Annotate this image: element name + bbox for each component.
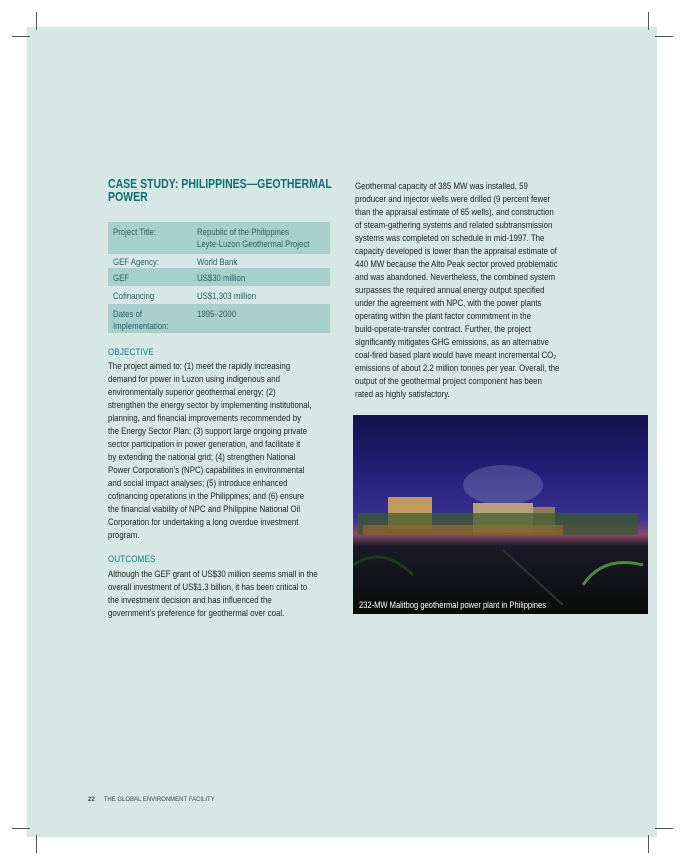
text-line: demand for power in Luzon using indigenous and (108, 373, 281, 384)
text-line: and was abandoned. Nevertheless, the combined system (355, 271, 556, 282)
text-line: program. (108, 529, 140, 540)
power-plant-photo (353, 415, 648, 614)
page-footer (88, 797, 215, 803)
text-line: capacity developed is lower than the appraisal estimate of (355, 245, 557, 256)
table-row (108, 304, 330, 333)
outcomes-heading: OUTCOMES (108, 554, 156, 565)
crop-mark (12, 828, 30, 829)
table-row (108, 254, 330, 268)
table-row (108, 222, 330, 254)
crop-mark (648, 835, 649, 853)
row-label: GEF (113, 273, 130, 283)
text-line: planning, and financial improvements recommended by (108, 412, 302, 423)
text-line: cofinancing operations in the Philippines; and (6) ensure (108, 490, 305, 501)
crop-mark (648, 12, 649, 30)
text-line: under the agreement with NPC, with the power plants (355, 297, 542, 308)
text-line: build-operate-transfer contract. Further, the project (355, 323, 531, 334)
text-line: coal-fired based plant would have meant incremental CO₂ (355, 349, 557, 360)
outcomes-text (108, 567, 318, 619)
row-value: US$1,303 million (197, 291, 257, 301)
crop-mark (36, 835, 37, 853)
text-line: of steam-gathering systems and related subtransmission (355, 219, 553, 230)
text-line: systems was completed on schedule in mid-1997. The (355, 232, 545, 243)
table-row (108, 268, 330, 286)
text-line: Although the GEF grant of US$30 million seems small in the (108, 568, 318, 579)
row-label: GEF Agency: (113, 257, 160, 267)
objective-heading: OBJECTIVE (108, 347, 154, 358)
text-line: environmentally superior geothermal energy; (2) (108, 386, 276, 397)
photo-caption: 232-MW Malitbog geothermal power plant in Philippines (359, 600, 547, 610)
text-line: surpasses the required annual energy output specified (355, 284, 545, 295)
text-line: strengthen the energy sector by implementing institutional, (108, 399, 312, 410)
text-line: significantly mitigates GHG emissions, as an alternative (355, 336, 549, 347)
crop-mark (655, 828, 673, 829)
text-line: The project aimed to: (1) meet the rapidly increasing (108, 360, 291, 371)
footer-text: THE GLOBAL ENVIRONMENT FACILITY (103, 797, 215, 803)
text-line: operating within the plant factor commitment in the (355, 310, 531, 321)
text-line: sector participation in power generation, and facilitate it (108, 438, 301, 449)
text-line: and social impact analyses; (5) introduce enhanced (108, 477, 288, 488)
text-line: emissions of about 2.2 million tonnes per year. Overall, the (355, 362, 560, 373)
row-label: Cofinancing (113, 291, 155, 301)
text-line: Power Corporation’s (NPC) capabilities in environmental (108, 464, 305, 475)
text-line: the financial viability of NPC and Philippine National Oil (108, 503, 301, 514)
row-value: 1995–2000 (197, 309, 237, 319)
text-line: Corporation for undertaking a long overdue investment (108, 516, 299, 527)
row-label: Project Title: (113, 227, 156, 237)
row-value: Republic of the Philippines Leyte-Luzon Geothermal Project (197, 227, 310, 249)
text-line: producer and injector wells were drilled (9 percent fewer (355, 193, 551, 204)
plant-scene (353, 415, 648, 614)
objective-text (108, 359, 312, 541)
page-number: 22 (88, 797, 95, 803)
text-line: output of the geothermal project component has been (355, 375, 542, 386)
crop-mark (655, 36, 673, 37)
case-study-title: CASE STUDY: PHILIPPINES—GEOTHERMAL POWER (108, 177, 332, 204)
text-line: than the appraisal estimate of 65 wells), and construction (355, 206, 554, 217)
row-value: World Bank (197, 257, 238, 267)
row-value: US$30 million (197, 273, 246, 283)
project-info-table (108, 222, 330, 333)
crop-mark (36, 12, 37, 30)
text-line: government’s preference for geothermal over coal. (108, 607, 285, 618)
text-line: 440 MW because the Alto Peak sector proved problematic (355, 258, 558, 269)
text-line: by extending the national grid; (4) strengthen National (108, 451, 296, 462)
text-line: the investment decision and has influenced the (108, 594, 272, 605)
table-row (108, 286, 330, 304)
text-line: rated as highly satisfactory. (355, 388, 450, 399)
right-column-text (355, 179, 559, 400)
text-line: the Energy Sector Plan; (3) support large ongoing private (108, 425, 308, 436)
row-label: Dates of Implementation: (113, 309, 169, 331)
crop-mark (12, 36, 30, 37)
text-line: overall investment of US$1.3 billion, it has been critical to (108, 581, 308, 592)
text-line: Geothermal capacity of 385 MW was installed, 59 (355, 180, 528, 191)
